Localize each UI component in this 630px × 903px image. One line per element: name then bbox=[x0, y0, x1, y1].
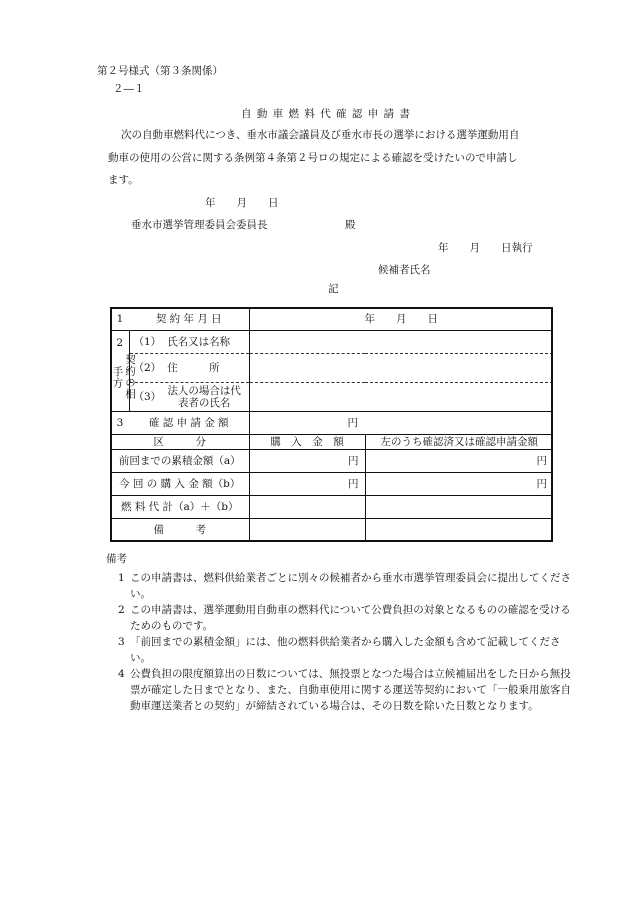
row-total-confirmed[interactable] bbox=[365, 496, 553, 519]
form-number: 第２号様式（第３条関係） bbox=[97, 65, 223, 77]
ki-heading: 記 bbox=[328, 283, 339, 295]
party-name-label: （1） 氏名又は名称 bbox=[129, 331, 249, 354]
row-total-label: 燃 料 代 計（a）＋（b） bbox=[111, 496, 249, 519]
sub-number: ２―１ bbox=[113, 83, 145, 95]
party-rep-label: （3） 法人の場合は代表者の氏名 bbox=[129, 383, 249, 412]
intro-line-3: ます。 bbox=[108, 174, 139, 186]
addressee: 垂水市選挙管理委員会委員長 bbox=[131, 219, 268, 231]
honorific: 殿 bbox=[345, 219, 356, 231]
note-3: 3 「前回までの累積金額」には、他の燃料供給業者から購入した金額も含めて記載してください。 bbox=[118, 636, 561, 664]
election-date: 年 月 日執行 bbox=[438, 242, 533, 254]
confirm-amount-unit: 円 bbox=[347, 416, 358, 429]
confirm-row-number: 3 bbox=[116, 416, 124, 429]
row-previous-purchase[interactable]: 円 bbox=[249, 450, 365, 473]
party-rep-field[interactable] bbox=[249, 383, 553, 412]
contract-date-label: 契 約 年 月 日 bbox=[129, 308, 249, 331]
party-number: 2 bbox=[116, 336, 124, 349]
row-current-confirmed[interactable]: 円 bbox=[536, 478, 547, 491]
row-remarks-confirmed[interactable] bbox=[365, 519, 553, 542]
application-date: 年 月 日 bbox=[205, 197, 279, 209]
intro-line-2: 動車の使用の公営に関する条例第４条第２号ロの規定による確認を受けたいので申請し bbox=[108, 152, 518, 164]
header-purchase: 購 入 金 額 bbox=[249, 435, 365, 450]
row-current-label: 今 回 の 購 入 金 額（b） bbox=[111, 473, 249, 496]
note-1: 1 この申請書は、燃料供給業者ごとに別々の候補者から垂水市選挙管理委員会に提出してください。 bbox=[118, 572, 571, 600]
confirmation-form-table bbox=[111, 308, 553, 541]
contract-row-number: 1 bbox=[116, 312, 124, 325]
row-total-purchase[interactable] bbox=[249, 496, 365, 519]
document-title: 自 動 車 燃 料 代 確 認 申 請 書 bbox=[241, 108, 411, 120]
confirm-amount-label: 確 認 申 請 金 額 bbox=[129, 412, 249, 435]
party-address-label: （2） 住 所 bbox=[129, 354, 249, 383]
party-vertical-label bbox=[111, 331, 136, 412]
row-remarks-label: 備 考 bbox=[111, 519, 249, 542]
contract-date-value: 年 月 日 bbox=[364, 312, 438, 325]
note-2: 2 この申請書は、選挙運動用自動車の燃料代について公費負担の対象となるものの確認を受けるためのものです。 bbox=[118, 604, 571, 632]
row-remarks-purchase[interactable] bbox=[249, 519, 365, 542]
note-4: 4 公費負担の限度額算出の日数については、無投票となつた場合は立候補届出をした日から無投票が確定した日までとなり、また、自動車使用に関する運送等契約において「一般乗用旅客自動車運送業者との契約」が締結されている場合は、その日数を除いた日数となります。 bbox=[118, 668, 571, 712]
intro-line-1: 次の自動車燃料代につき、垂水市議会議員及び垂水市長の選挙における選挙運動用自 bbox=[121, 129, 520, 141]
notes-title: 備考 bbox=[106, 553, 127, 565]
party-label: 契約の相手方 bbox=[111, 354, 136, 401]
row-previous-label: 前回までの累積金額（a） bbox=[111, 450, 249, 473]
header-division: 区 分 bbox=[111, 435, 249, 450]
party-address-field[interactable] bbox=[249, 354, 553, 383]
header-confirmed: 左のうち確認済又は確認申請金額 bbox=[380, 436, 538, 448]
party-name-field[interactable] bbox=[249, 331, 553, 354]
candidate-name-label: 候補者氏名 bbox=[378, 264, 431, 276]
row-previous-confirmed[interactable]: 円 bbox=[536, 455, 547, 468]
row-current-purchase[interactable]: 円 bbox=[249, 473, 365, 496]
